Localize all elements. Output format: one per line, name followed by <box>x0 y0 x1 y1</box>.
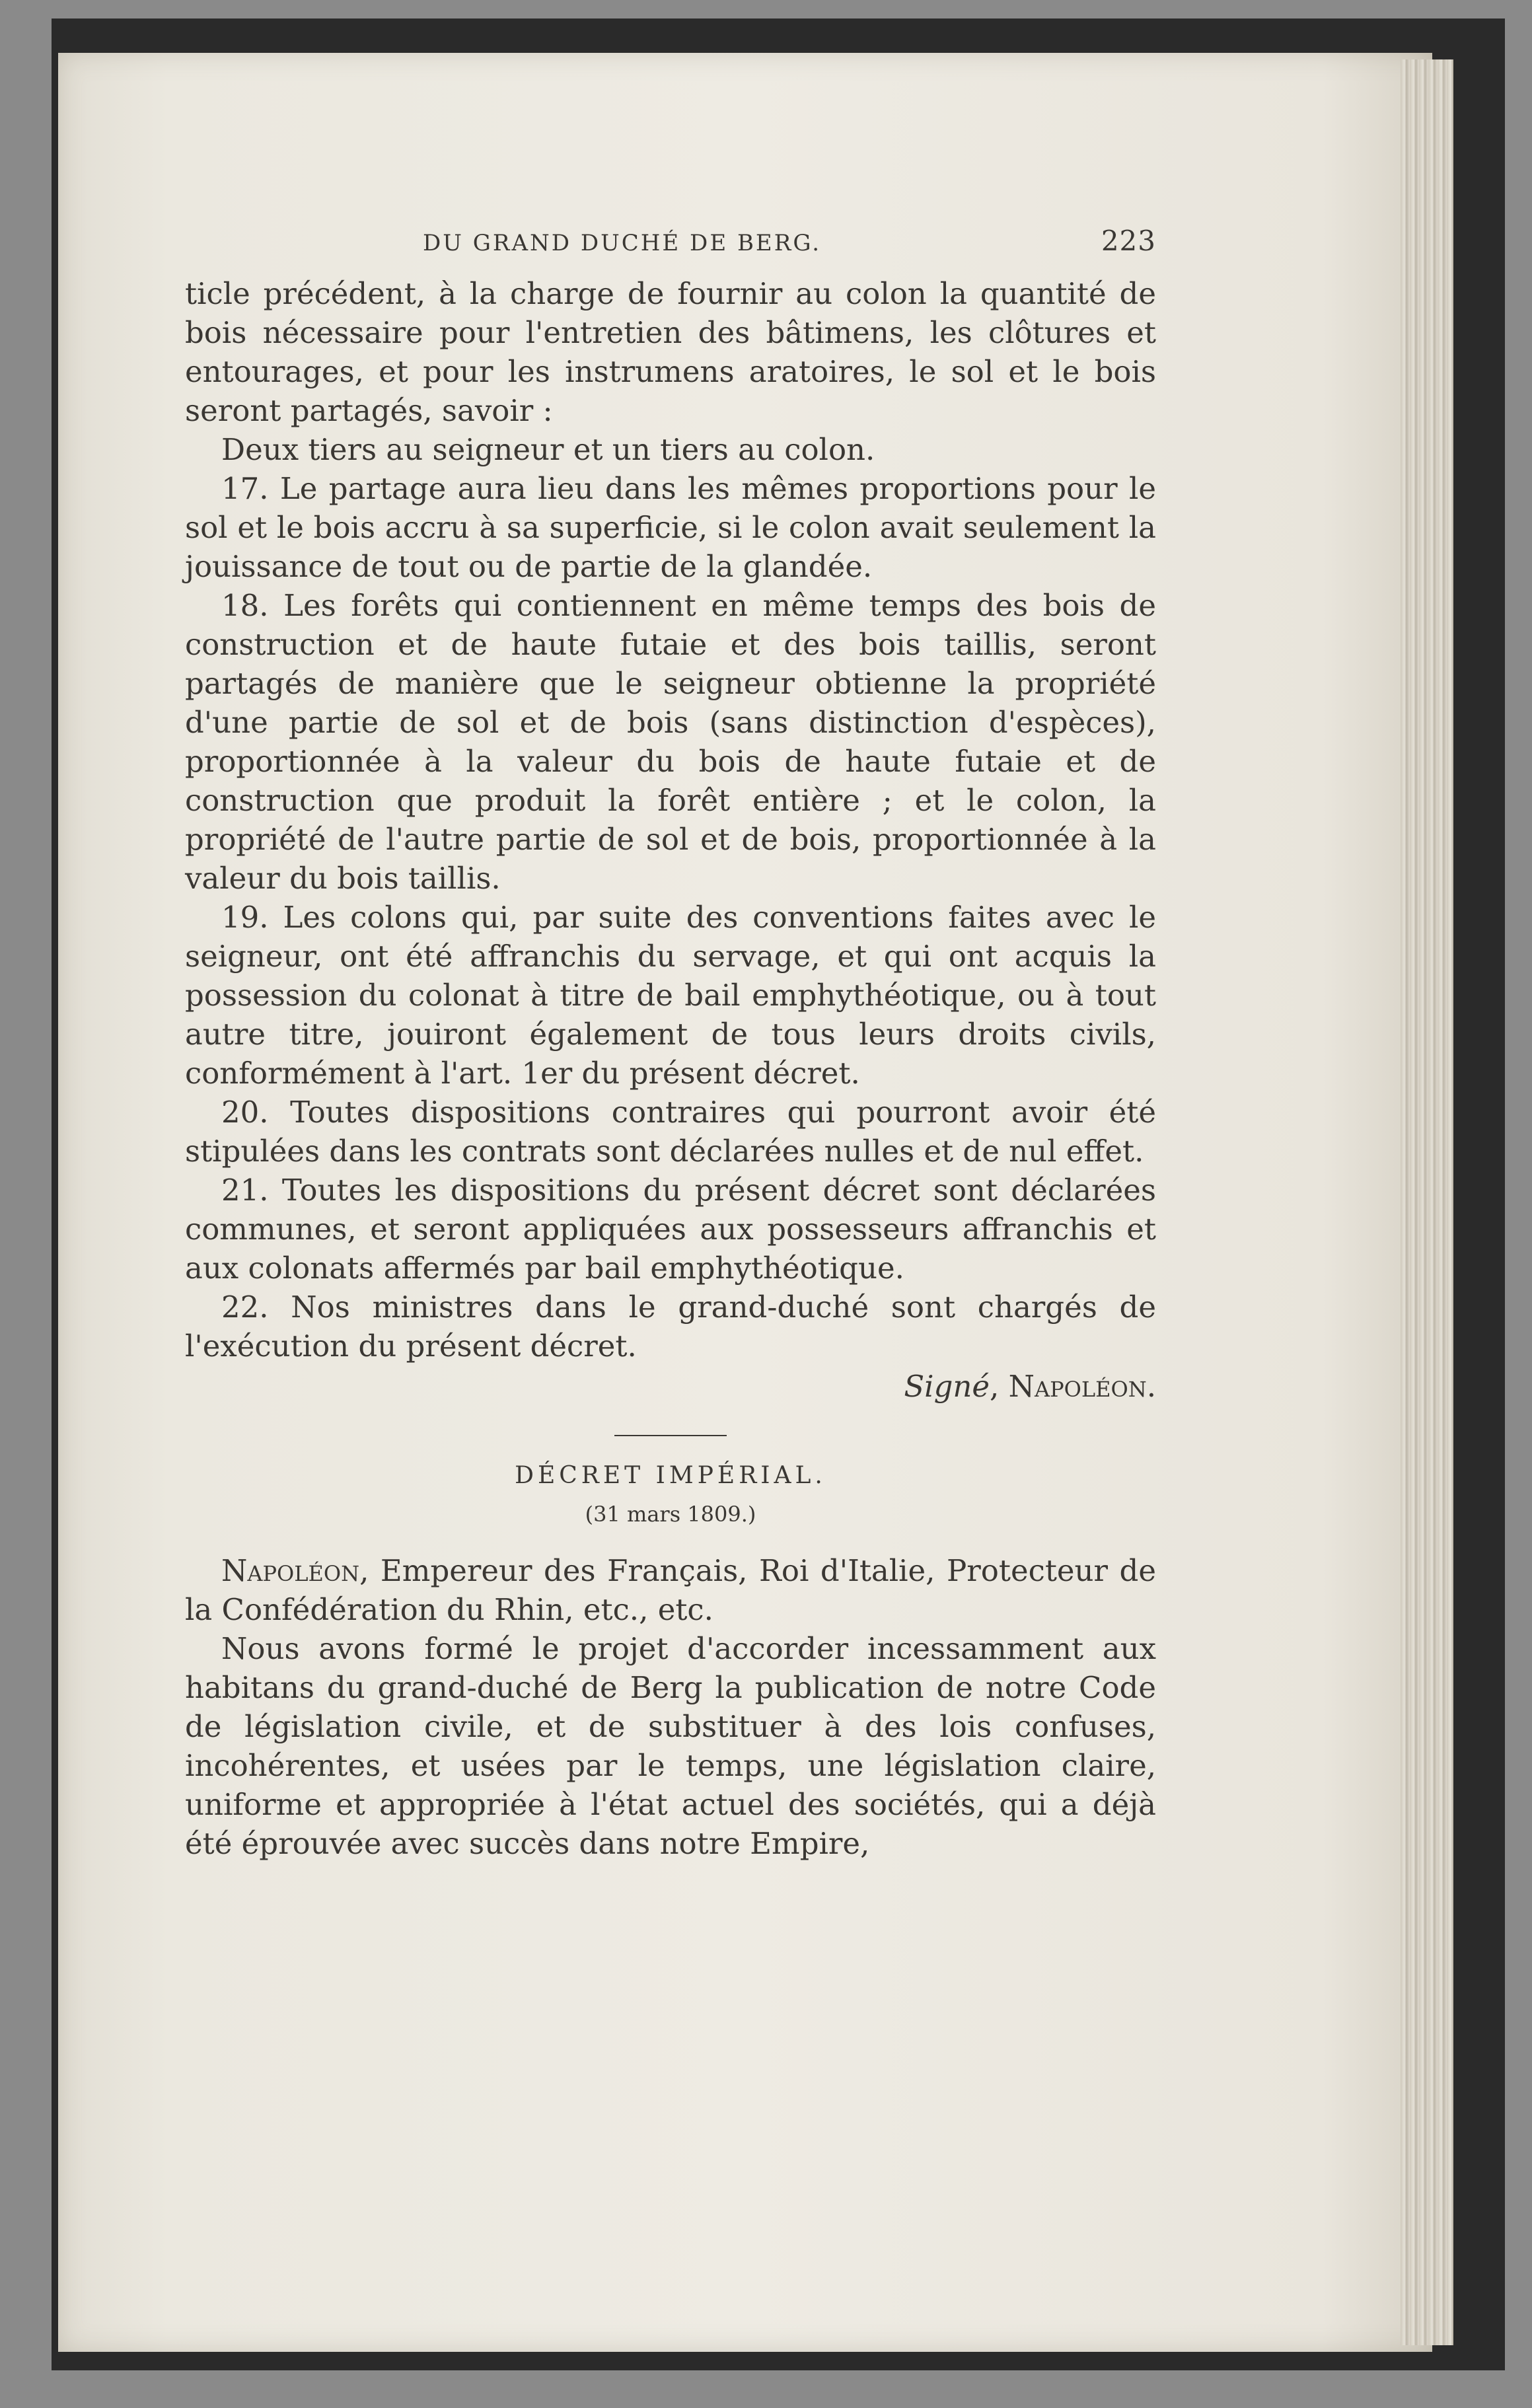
signature-signe: Signé <box>904 1369 990 1404</box>
article-21: 21. Toutes les dispositions du présent décret sont déclarées communes, et seront appliquées aux possesseurs affranchis et aux colonats affermés par bail emphythéotique. <box>185 1173 1156 1286</box>
paragraph-deux-tiers: Deux tiers au seigneur et un tiers au colon. <box>221 432 875 467</box>
running-head-title: DU GRAND DUCHÉ DE BERG. <box>423 230 822 256</box>
article-20: 20. Toutes dispositions contraires qui pourront avoir été stipulées dans les contrats sont déclarées nulles et de nul effet. <box>185 1095 1156 1169</box>
page-number: 223 <box>1101 225 1156 257</box>
article-18: 18. Les forêts qui contiennent en même temps des bois de construction et de haute futaie et des bois taillis, seront partagés de manière que le seigneur obtienne la propriété d'une partie de sol et de bois (sans distinction d'espèces), proportionnée à la valeur du bois de haute futaie et de construction que produit la forêt entière ; et le colon, la propriété de l'autre partie de sol et de bois, proportionnée à la valeur du bois taillis. <box>185 588 1156 896</box>
article-22: 22. Nos ministres dans le grand-duché sont chargés de l'exécution du présent décret. <box>185 1290 1156 1364</box>
decret-opening <box>185 1551 1156 1629</box>
signature-name: Napoléon. <box>1008 1369 1156 1404</box>
page-edges <box>1401 59 1453 2345</box>
decret-opening-rest: , Empereur des Français, Roi d'Italie, Protecteur de la Confédération du Rhin, etc., etc. <box>185 1553 1156 1627</box>
decret-opening-name: Napoléon <box>221 1553 360 1588</box>
running-head <box>185 218 1156 266</box>
section-divider <box>614 1435 727 1436</box>
paragraph-continuation: ticle précédent, à la charge de fournir au colon la quantité de bois nécessaire pour l'entretien des bâtimens, les clôtures et entourages, et pour les instrumens aratoires, le sol et le bois seront partagés, savoir : <box>185 276 1156 428</box>
decret-date: (31 mars 1809.) <box>585 1502 756 1527</box>
decret-body: Nous avons formé le projet d'accorder incessamment aux habitans du grand-duché de Berg la publication de notre Code de législation civile, et de substituer à des lois confuses, incohérentes, et usées par le temps, une législation claire, uniforme et appropriée à l'état actuel des sociétés, qui a déjà été éprouvée avec succès dans notre Empire, <box>185 1631 1156 1861</box>
signature: Signé, Napoléon. <box>904 1369 1156 1404</box>
decret-title: DÉCRET IMPÉRIAL. <box>515 1462 826 1489</box>
article-19: 19. Les colons qui, par suite des conventions faites avec le seigneur, ont été affranchis du servage, et qui ont acquis la possession du colonat à titre de bail emphythéotique, ou à tout autre titre, jouiront également de tous leurs droits civils, conformément à l'art. 1er du présent décret. <box>185 900 1156 1091</box>
page-text <box>185 218 1156 1863</box>
article-17: 17. Le partage aura lieu dans les mêmes proportions pour le sol et le bois accru à sa superficie, si le colon avait seulement la jouissance de tout ou de partie de la glandée. <box>185 471 1156 584</box>
